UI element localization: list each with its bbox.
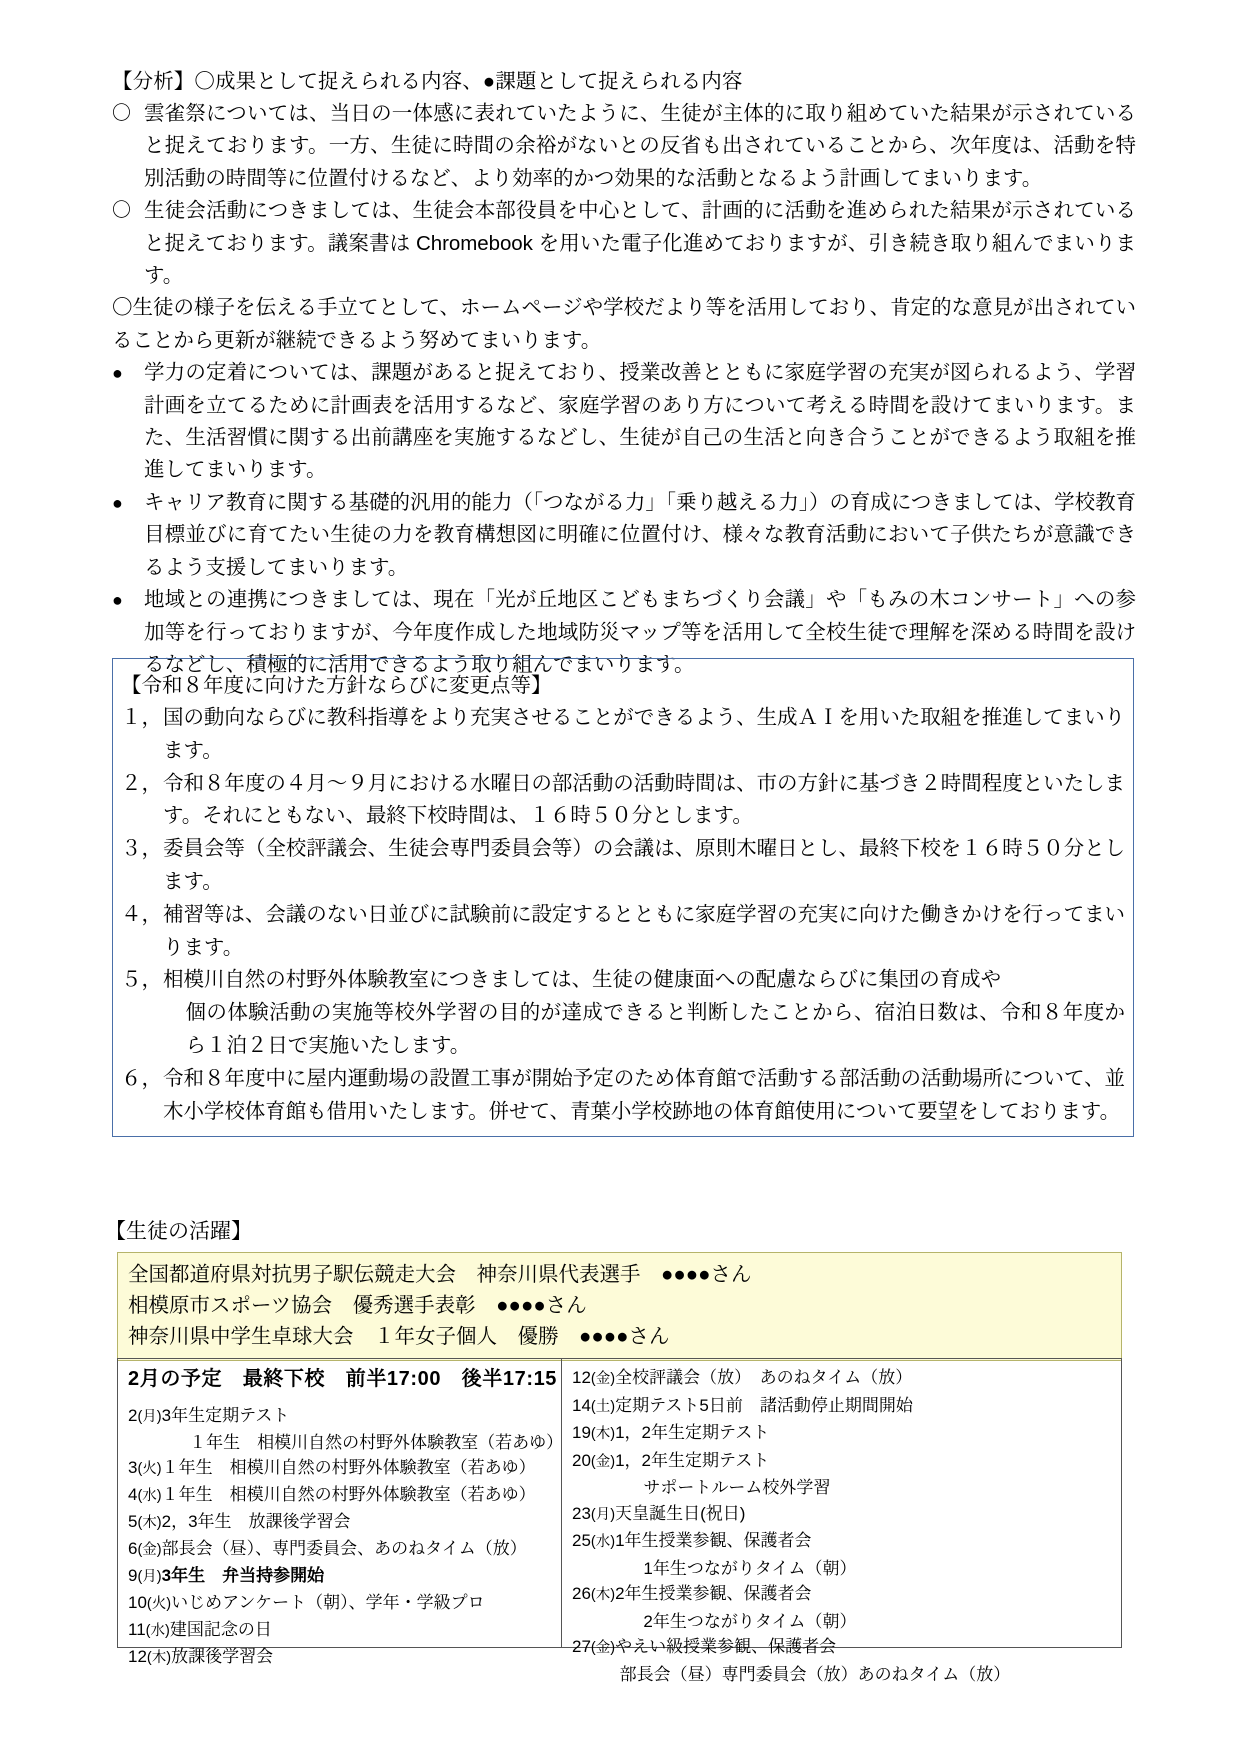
analysis-item-text: 雲雀祭については、当日の一体感に表れていたように、生徒が主体的に取り組めていた結果が示されていると捉えております。一方、生徒に時間の余裕がないとの反省も出されていることから、次年度は、活動を特別活動の時間等に位置付けるなど、より効率的かつ効果的な活動となるよう計画してまいります。	[144, 102, 1136, 190]
schedule-event	[572, 1581, 1113, 1609]
event-day: 11	[128, 1620, 146, 1639]
event-weekday: (金)	[137, 1542, 162, 1558]
event-day: 26	[572, 1584, 591, 1603]
policy-item	[121, 702, 1125, 768]
policy-item-number: １，	[121, 706, 162, 729]
schedule-event	[572, 1448, 1113, 1476]
event-text: 部長会（昼）専門委員会（放）あのねタイム（放）	[619, 1664, 1011, 1684]
schedule-event	[572, 1528, 1113, 1556]
event-text: 1，2年生定期テスト	[615, 1450, 770, 1470]
schedule-event	[128, 1644, 553, 1671]
schedule-event	[128, 1590, 553, 1617]
event-text: 3年生 弁当持参開始	[161, 1566, 325, 1585]
analysis-item-text: 地域との連携につきましては、現在「光が丘地区こどもまちづくり会議」や「もみの木コンサート」への参加等を行っておりますが、今年度作成した地域防災マップ等を活用して全校生徒で理解を深める時間を設けるなどし、積極的に活用できるよう取り組んでまいります。	[144, 588, 1136, 676]
schedule-title: 2月の予定 最終下校 前半17:00 後半17:15	[128, 1368, 558, 1390]
event-text: 2，3年生 放課後学習会	[161, 1512, 351, 1531]
policy-item-number: ３，	[121, 837, 162, 861]
policy-title: 【令和８年度に向けた方針ならびに変更点等】	[121, 674, 552, 697]
event-day: 27	[572, 1637, 591, 1656]
event-day: 2	[128, 1406, 138, 1425]
event-day: 25	[572, 1531, 591, 1550]
policy-item-text: 補習等は、会議のない日並びに試験前に設定するとともに家庭学習の充実に向けた働きかけを行ってまいります。	[163, 902, 1125, 959]
event-weekday: (土)	[590, 1398, 616, 1415]
bullet-filled-icon: ●	[112, 363, 123, 384]
analysis-section	[112, 66, 1136, 681]
event-day: 23	[572, 1503, 591, 1523]
schedule-event	[128, 1455, 553, 1482]
event-text: 部長会（昼）、専門委員会、あのねタイム（放）	[161, 1539, 527, 1558]
policy-item-text: 委員会等（全校評議会、生徒会専門委員会等）の会議は、原則木曜日とし、最終下校を１６時５０分とします。	[163, 837, 1125, 893]
event-text: サポートルーム校外学習	[643, 1478, 831, 1497]
achievements-heading: 【生徒の活躍】	[105, 1220, 252, 1243]
schedule-event	[572, 1420, 1113, 1448]
analysis-item	[112, 292, 1136, 357]
policy-box	[112, 658, 1134, 1137]
achievement-line: 全国都道府県対抗男子駅伝競走大会 神奈川県代表選手 ●●●●さん	[128, 1263, 752, 1286]
event-text: 1年生授業参観、保護者会	[615, 1531, 812, 1550]
schedule-event	[572, 1634, 1113, 1662]
analysis-item	[112, 357, 1136, 487]
event-text: 全校評議会（放） あのねタイム（放）	[615, 1368, 913, 1387]
event-text: 放課後学習会	[171, 1647, 274, 1666]
event-weekday: (火)	[137, 1461, 162, 1477]
analysis-item-text: 学力の定着については、課題があると捉えており、授業改善とともに家庭学習の充実が図られるよう、学習計画を立てるために計画表を活用するなど、家庭学習のあり方について考える時間を設けてまいります。また、生活習慣に関する出前講座を実施するなどし、生徒が自己の生活と向き合うことができるよう取組を推進してまいります。	[144, 361, 1136, 482]
analysis-item	[112, 98, 1136, 195]
schedule-event	[128, 1403, 553, 1430]
event-text: １年生 相模川自然の村野外体験教室（若あゆ）	[161, 1458, 536, 1477]
policy-item-text: 国の動向ならびに教科指導をより充実させることができるよう、生成ＡＩを用いた取組を推進してまいります。	[163, 706, 1125, 762]
schedule-column-right	[562, 1359, 1121, 1684]
policy-item	[121, 899, 1125, 965]
event-text: １年生 相模川自然の村野外体験教室（若あゆ）	[161, 1485, 536, 1504]
event-text: いじめアンケート（朝）、学年・学級プロ	[171, 1593, 485, 1612]
policy-item-text: 令和８年度中に屋内運動場の設置工事が開始予定のため体育館で活動する部活動の活動場所について、並木小学校体育館も借用いたします。併せて、青葉小学校跡地の体育館使用について要望をしております。	[163, 1066, 1125, 1123]
policy-item	[121, 964, 1125, 1062]
event-weekday: (木)	[590, 1426, 616, 1442]
event-day: 10	[128, 1593, 147, 1612]
policy-item	[121, 1063, 1125, 1129]
event-day: 4	[128, 1485, 138, 1504]
event-text: 3年生定期テスト	[161, 1406, 290, 1425]
event-day: 3	[128, 1458, 138, 1477]
policy-item-number: ６，	[121, 1066, 162, 1090]
event-text: 2年生つながりタイム（朝）	[643, 1611, 857, 1631]
event-weekday: (水)	[145, 1623, 170, 1639]
policy-item	[121, 833, 1125, 899]
achievement-line: 相模原市スポーツ協会 優秀選手表彰 ●●●●さん	[128, 1294, 587, 1317]
event-text: 1年生つながりタイム（朝）	[643, 1558, 857, 1578]
analysis-item-text: 〇生徒の様子を伝える手立てとして、ホームページや学校だより等を活用しており、肯定的な意見が出されていることから更新が継続できるよう努めてまいります。	[112, 296, 1136, 352]
event-day: 14	[572, 1395, 591, 1415]
event-text: 2年生授業参観、保護者会	[615, 1584, 812, 1603]
schedule-event	[572, 1501, 1113, 1529]
event-day: 12	[128, 1647, 147, 1666]
event-weekday: (金)	[590, 1640, 616, 1656]
event-day: 20	[572, 1450, 591, 1470]
analysis-item	[112, 487, 1136, 584]
event-text: 建国記念の日	[169, 1620, 272, 1639]
event-weekday: (金)	[590, 1371, 616, 1387]
event-weekday: (木)	[590, 1587, 616, 1603]
schedule-column-left	[118, 1359, 564, 1666]
schedule-event	[572, 1365, 1113, 1393]
event-weekday: (水)	[590, 1534, 616, 1550]
schedule-event	[128, 1482, 553, 1509]
bullet-filled-icon: ●	[112, 590, 123, 611]
event-weekday: (金)	[590, 1453, 616, 1470]
event-text: 天皇誕生日(祝日)	[615, 1503, 746, 1523]
achievements-box	[117, 1252, 1122, 1361]
schedule-event	[572, 1556, 1113, 1582]
policy-item-number: ２，	[121, 771, 162, 795]
event-day: 9	[128, 1566, 138, 1585]
policy-item-number: ５，	[121, 968, 162, 992]
policy-item	[121, 768, 1125, 834]
event-weekday: (月)	[137, 1569, 162, 1585]
event-weekday: (木)	[146, 1650, 172, 1666]
event-text: 1，2年生定期テスト	[615, 1423, 770, 1442]
achievement-line: 神奈川県中学生卓球大会 １年女子個人 優勝 ●●●●さん	[128, 1325, 670, 1348]
schedule-event	[572, 1609, 1113, 1635]
policy-item-text: 令和８年度の４月〜９月における水曜日の部活動の活動時間は、市の方針に基づき２時間程度といたします。それにともない、最終下校時間は、１６時５０分とします。	[163, 771, 1125, 828]
event-weekday: (月)	[590, 1506, 616, 1523]
event-day: 6	[128, 1539, 138, 1558]
schedule-event	[128, 1536, 553, 1563]
event-weekday: (水)	[137, 1488, 162, 1504]
analysis-heading: 【分析】〇成果として捉えられる内容、●課題として捉えられる内容	[112, 70, 743, 93]
schedule-event	[572, 1662, 1113, 1688]
analysis-item-text: 生徒会活動につきましては、生徒会本部役員を中心として、計画的に活動を進められた結果が示されていると捉えております。議案書は Chromebook を用いた電子化進めておりますが、引き続き取り組んでまいります。	[144, 199, 1136, 288]
schedule-event	[128, 1509, 553, 1536]
policy-item-subtext: 個の体験活動の実施等校外学習の目的が達成できると判断したことから、宿泊日数は、令和８年度から１泊２日で実施いたします。	[185, 1001, 1125, 1057]
policy-item-number: ４，	[121, 902, 162, 926]
event-text: １年生 相模川自然の村野外体験教室（若あゆ）	[189, 1433, 564, 1452]
event-day: 12	[572, 1368, 591, 1387]
schedule-event	[572, 1393, 1113, 1421]
schedule-event	[572, 1475, 1113, 1501]
bullet-open-icon: 〇	[112, 200, 132, 222]
event-text: 定期テスト5日前 諸活動停止期間開始	[615, 1395, 913, 1415]
event-weekday: (木)	[137, 1515, 162, 1531]
policy-item-text: 相模川自然の村野外体験教室につきましては、生徒の健康面への配慮ならびに集団の育成や	[163, 968, 1002, 992]
bullet-filled-icon: ●	[112, 492, 123, 513]
event-weekday: (月)	[137, 1409, 162, 1425]
event-text: やえい級授業参観、保護者会	[615, 1637, 837, 1656]
bullet-open-icon: 〇	[112, 103, 132, 124]
event-day: 5	[128, 1512, 138, 1531]
analysis-item-text: キャリア教育に関する基礎的汎用的能力（「つながる力」「乗り越える力」）の育成につきましては、学校教育目標並びに育てたい生徒の力を教育構想図に明確に位置付け、様々な教育活動において子供たちが意識できるよう支援してまいります。	[144, 490, 1136, 579]
schedule-event	[128, 1430, 564, 1455]
schedule-event	[128, 1563, 553, 1590]
schedule-event	[128, 1617, 553, 1644]
analysis-item	[112, 195, 1136, 292]
event-weekday: (火)	[146, 1596, 172, 1612]
schedule-table	[117, 1358, 1122, 1684]
event-day: 19	[572, 1423, 591, 1442]
